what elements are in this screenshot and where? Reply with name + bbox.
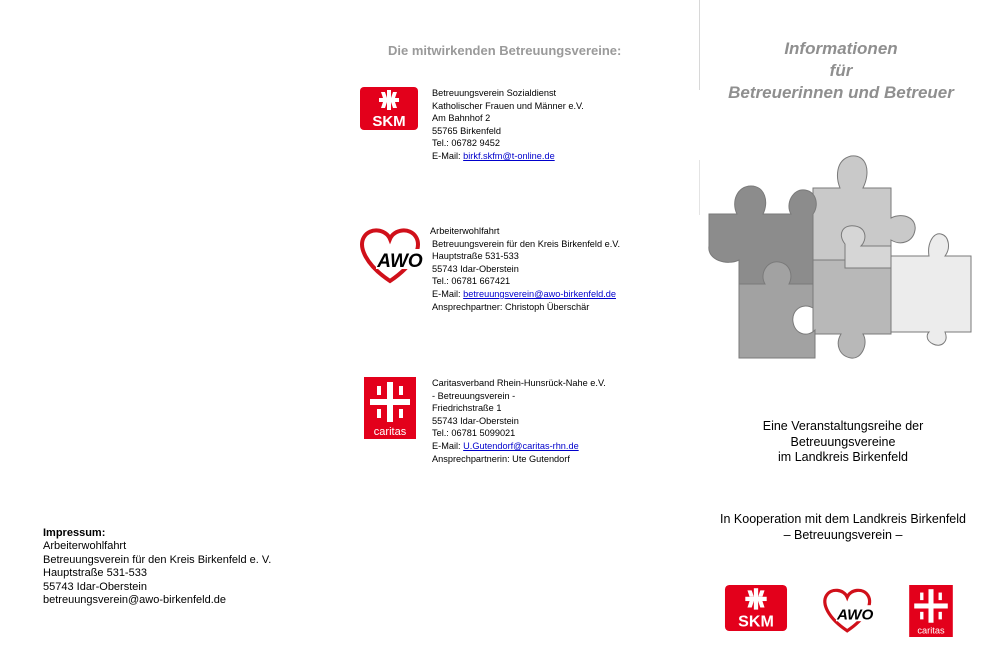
skm-logo bbox=[360, 87, 418, 130]
svg-text:AWO: AWO bbox=[837, 606, 874, 624]
cooperation-line-2: – Betreuungsverein – bbox=[783, 527, 903, 542]
impressum bbox=[43, 527, 271, 607]
awo-logo bbox=[356, 225, 426, 285]
awo-contact: Ansprechpartner: Christoph Überschär bbox=[432, 301, 590, 312]
caritas-line-4: 55743 Idar-Oberstein bbox=[432, 415, 519, 426]
title-line-2: für bbox=[829, 61, 853, 80]
svg-text:caritas: caritas bbox=[373, 426, 407, 438]
caritas-contact: Ansprechpartnerin: Ute Gutendorf bbox=[432, 453, 570, 464]
caritas-logo bbox=[364, 377, 416, 439]
skm-line-5: Tel.: 06782 9452 bbox=[432, 138, 500, 149]
svg-text:SKM: SKM bbox=[372, 113, 406, 130]
awo-line-1: Arbeiterwohlfahrt bbox=[430, 226, 500, 236]
impressum-line-2: Betreuungsverein für den Kreis Birkenfeld e. V. bbox=[43, 553, 272, 566]
fold-line bbox=[699, 0, 700, 90]
awo-email-link[interactable]: betreuungsverein@awo-birkenfeld.de bbox=[463, 288, 616, 299]
event-line-2: Betreuungsvereine bbox=[790, 434, 896, 449]
title-line-3: Betreuerinnen und Betreuer bbox=[728, 83, 954, 102]
skm-logo-bottom bbox=[724, 585, 788, 631]
awo-line-4: 55743 Idar-Oberstein bbox=[432, 263, 519, 274]
skm-email-row: E-Mail: birkf.skfm@t-online.de bbox=[432, 150, 555, 161]
cooperation-line-1: In Kooperation mit dem Landkreis Birkenfeld bbox=[720, 512, 966, 526]
skm-address bbox=[432, 87, 584, 163]
awo-email-row: E-Mail: betreuungsverein@awo-birkenfeld.de bbox=[432, 288, 616, 299]
event-line-3: im Landkreis Birkenfeld bbox=[778, 450, 908, 464]
impressum-line-4: 55743 Idar-Oberstein bbox=[43, 580, 147, 593]
puzzle-illustration bbox=[705, 148, 975, 366]
awo-line-2: Betreuungsverein für den Kreis Birkenfeld e.V. bbox=[432, 238, 621, 249]
impressum-line-5: betreuungsverein@awo-birkenfeld.de bbox=[43, 594, 226, 607]
skm-line-2: Katholischer Frauen und Männer e.V. bbox=[432, 100, 584, 111]
caritas-line-2: - Betreuungsverein - bbox=[432, 390, 516, 401]
impressum-line-3: Hauptstraße 531-533 bbox=[43, 567, 147, 580]
cooperation-text bbox=[698, 512, 988, 543]
impressum-heading: Impressum: bbox=[43, 527, 106, 539]
skm-line-4: 55765 Birkenfeld bbox=[432, 125, 501, 136]
awo-line-3: Hauptstraße 531-533 bbox=[432, 251, 519, 262]
svg-text:SKM: SKM bbox=[738, 612, 774, 631]
fold-line-lower bbox=[699, 160, 700, 215]
caritas-line-5: Tel.: 06781 5099021 bbox=[432, 428, 516, 439]
impressum-line-1: Arbeiterwohlfahrt bbox=[43, 540, 127, 553]
svg-text:caritas: caritas bbox=[917, 625, 945, 636]
svg-text:AWO: AWO bbox=[377, 251, 423, 272]
skm-email-link[interactable]: birkf.skfm@t-online.de bbox=[463, 150, 555, 161]
event-line-1: Eine Veranstaltungsreihe der bbox=[762, 419, 924, 433]
caritas-email-link[interactable]: U.Gutendorf@caritas-rhn.de bbox=[463, 440, 579, 451]
caritas-line-1: Caritasverband Rhein-Hunsrück-Nahe e.V. bbox=[432, 378, 606, 388]
event-series-text bbox=[698, 419, 988, 466]
caritas-line-3: Friedrichstraße 1 bbox=[432, 403, 502, 414]
awo-address bbox=[430, 225, 620, 313]
caritas-email-row: E-Mail: U.Gutendorf@caritas-rhn.de bbox=[432, 440, 579, 451]
title-line-1: Informationen bbox=[784, 39, 898, 58]
awo-line-5: Tel.: 06781 667421 bbox=[432, 276, 511, 287]
skm-line-1: Betreuungsverein Sozialdienst bbox=[432, 88, 557, 98]
associations-heading: Die mitwirkenden Betreuungsvereine: bbox=[388, 43, 622, 58]
brochure-title bbox=[716, 38, 966, 104]
skm-line-3: Am Bahnhof 2 bbox=[432, 113, 491, 124]
caritas-address bbox=[432, 377, 606, 465]
awo-logo-bottom bbox=[816, 586, 880, 634]
caritas-logo-bottom bbox=[909, 585, 953, 637]
